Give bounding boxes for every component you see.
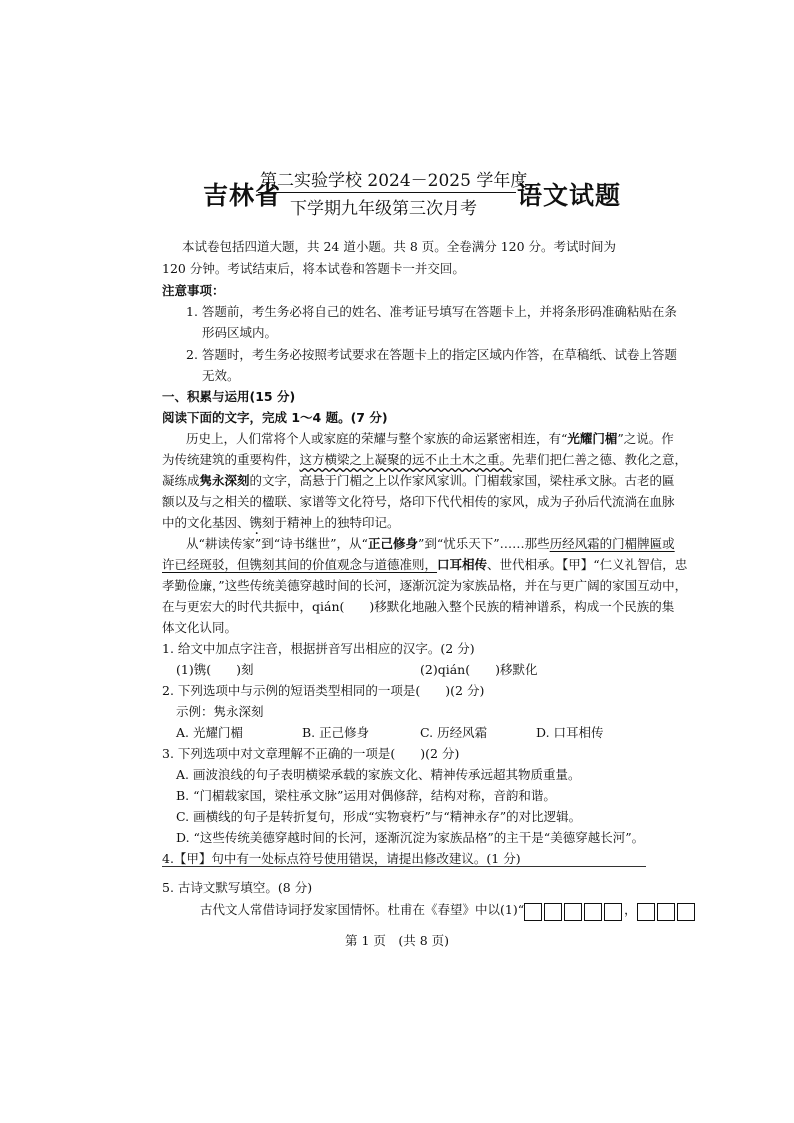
passage-p2-line-1 bbox=[186, 533, 675, 554]
text: 从“耕读传家”到“诗书继世”，从“ bbox=[186, 536, 368, 551]
question-2-option-b: B. 正己修身 bbox=[302, 725, 370, 740]
answer-box[interactable] bbox=[564, 903, 582, 921]
text: 凝练成 bbox=[162, 473, 200, 488]
question-2-option-c: C. 历经风霜 bbox=[420, 725, 488, 740]
answer-box[interactable] bbox=[657, 903, 675, 921]
question-2-option-d: D. 口耳相传 bbox=[536, 725, 604, 740]
phrase-kouer: 口耳相传 bbox=[437, 557, 488, 572]
question-3-option-c: C. 画横线的句子是转折复句，形成“实物衰朽”与“精神永存”的对比逻辑。 bbox=[176, 809, 582, 824]
intro-line-1: 本试卷包括四道大题，共 24 道小题。共 8 页。全卷满分 120 分。考试时间为 bbox=[182, 239, 617, 254]
answer-box[interactable] bbox=[637, 903, 655, 921]
passage-p2-line-5: 体文化认同。 bbox=[162, 620, 238, 635]
text: 刻于精神上的独特印记。 bbox=[262, 515, 400, 530]
passage-p2-line-2 bbox=[162, 554, 687, 575]
title-subject: 语文试题 bbox=[517, 181, 622, 210]
question-4-answer-line[interactable] bbox=[162, 866, 646, 867]
text: ”之说。作 bbox=[617, 431, 674, 446]
wavy-sentence: 这方横梁之上凝聚的远不止土木之重。 bbox=[299, 452, 513, 467]
passage-p1-line-5 bbox=[162, 512, 400, 533]
text: (1)镌( )刻 bbox=[176, 662, 254, 677]
title-divider bbox=[258, 192, 516, 193]
phrase-guangyao: 光耀门楣 bbox=[567, 431, 618, 446]
text: 历史上，人们常将个人或家庭的荣耀与整个家族的命运紧密相连，有“ bbox=[186, 431, 568, 446]
note-1-line-2: 形码区域内。 bbox=[202, 325, 278, 340]
exam-title bbox=[0, 162, 794, 222]
title-term: 下学期九年级第三次月考 bbox=[290, 199, 477, 219]
text: 先辈们把仁善之德、教化之意， bbox=[512, 452, 688, 467]
text: 古代文人常借诗词抒发家国情怀。杜甫在《春望》中以(1)“ bbox=[200, 902, 525, 917]
underlined-sentence: 历经风霜的门楣牌匾或 bbox=[549, 536, 675, 551]
reading-instruction: 阅读下面的文字，完成 1～4 题。(7 分) bbox=[162, 410, 388, 425]
answer-boxes-1[interactable] bbox=[524, 900, 624, 921]
note-2-line-1: 2. 答题时，考生务必按照考试要求在答题卡上的指定区域内作答，在草稿纸、试卷上答题 bbox=[186, 347, 677, 362]
text: ”到“忧乐天下”……那些 bbox=[417, 536, 550, 551]
underlined-sentence: 许已经斑驳，但镌刻其间的价值观念与道德准则， bbox=[162, 557, 438, 572]
question-5-text bbox=[200, 899, 697, 921]
passage-p1-line-3 bbox=[162, 470, 675, 491]
answer-box[interactable] bbox=[544, 903, 562, 921]
page-footer: 第 1 页 (共 8 页) bbox=[344, 933, 450, 948]
question-2-option-a: A. 光耀门楣 bbox=[176, 725, 243, 740]
text: 、世代相承。 bbox=[487, 557, 563, 572]
note-2-line-2: 无效。 bbox=[202, 368, 240, 383]
question-1: 1. 给文中加点字注音，根据拼音写出相应的汉字。(2 分) bbox=[162, 641, 475, 656]
question-3-option-b: B. “门楣载家国，梁柱承文脉”运用对偶修辞，结构对称，音韵和谐。 bbox=[176, 788, 556, 803]
notes-heading: 注意事项： bbox=[162, 283, 225, 298]
section-1-heading: 一、积累与运用(15 分) bbox=[162, 389, 296, 404]
text: ， bbox=[624, 902, 637, 917]
text: 【甲】“仁义礼智信，忠 bbox=[562, 557, 688, 572]
question-5: 5. 古诗文默写填空。(8 分) bbox=[162, 880, 313, 895]
passage-p1-line-1 bbox=[186, 428, 674, 449]
question-2: 2. 下列选项中与示例的短语类型相同的一项是( )(2 分) bbox=[162, 683, 485, 698]
text: 为传统建筑的重要构件， bbox=[162, 452, 300, 467]
intro-line-2: 120 分钟。考试结束后，将本试卷和答题卡一并交回。 bbox=[162, 261, 465, 276]
title-province: 吉林省 bbox=[203, 181, 282, 210]
phrase-juanyong: 隽永深刻 bbox=[199, 473, 250, 488]
title-school-year: 第二实验学校 2024－2025 学年度 bbox=[260, 171, 528, 191]
question-4: 4.【甲】句中有一处标点符号使用错误，请提出修改建议。(1 分) bbox=[162, 851, 521, 866]
answer-box[interactable] bbox=[524, 903, 542, 921]
answer-box[interactable] bbox=[677, 903, 695, 921]
text: 中的文化基因、 bbox=[162, 515, 250, 530]
note-1-line-1: 1. 答题前，考生务必将自己的姓名、准考证号填写在答题卡上，并将条形码准确粘贴在条 bbox=[186, 304, 677, 319]
text: 的文字，高悬于门楣之上以作家风家训。门楣载家国，梁柱承文脉。古老的匾 bbox=[249, 473, 675, 488]
question-1-a bbox=[176, 659, 253, 680]
question-3-option-d: D. “这些传统美德穿越时间的长河，逐渐沉淀为家族品格”的主干是“美德穿越长河”。 bbox=[176, 830, 645, 845]
passage-p2-line-3: 孝勤俭廉，”这些传统美德穿越时间的长河，逐渐沉淀为家族品格，并在与更广阔的家国互动中， bbox=[162, 578, 688, 593]
answer-box[interactable] bbox=[584, 903, 602, 921]
question-2-example: 示例：隽永深刻 bbox=[176, 704, 264, 719]
question-3: 3. 下列选项中对文章理解不正确的一项是( )(2 分) bbox=[162, 746, 460, 761]
phrase-zhengji: 正己修身 bbox=[367, 536, 418, 551]
question-1-b: (2)qián( )移默化 bbox=[420, 662, 538, 677]
question-3-option-a: A. 画波浪线的句子表明横梁承载的家族文化、精神传承远超其物质重量。 bbox=[176, 767, 581, 782]
passage-p2-line-4: 在与更宏大的时代共振中，qián( )移默化地融入整个民族的精神谱系，构成一个民族的集 bbox=[162, 599, 675, 614]
dotted-char: 镌 bbox=[249, 515, 263, 530]
passage-p1-line-4: 额以及与之相关的楹联、家谱等文化符号，烙印下代代相传的家风，成为子孙后代流淌在血脉 bbox=[162, 494, 675, 509]
passage-p1-line-2 bbox=[162, 449, 687, 470]
answer-boxes-2[interactable] bbox=[637, 900, 697, 921]
answer-box[interactable] bbox=[604, 903, 622, 921]
